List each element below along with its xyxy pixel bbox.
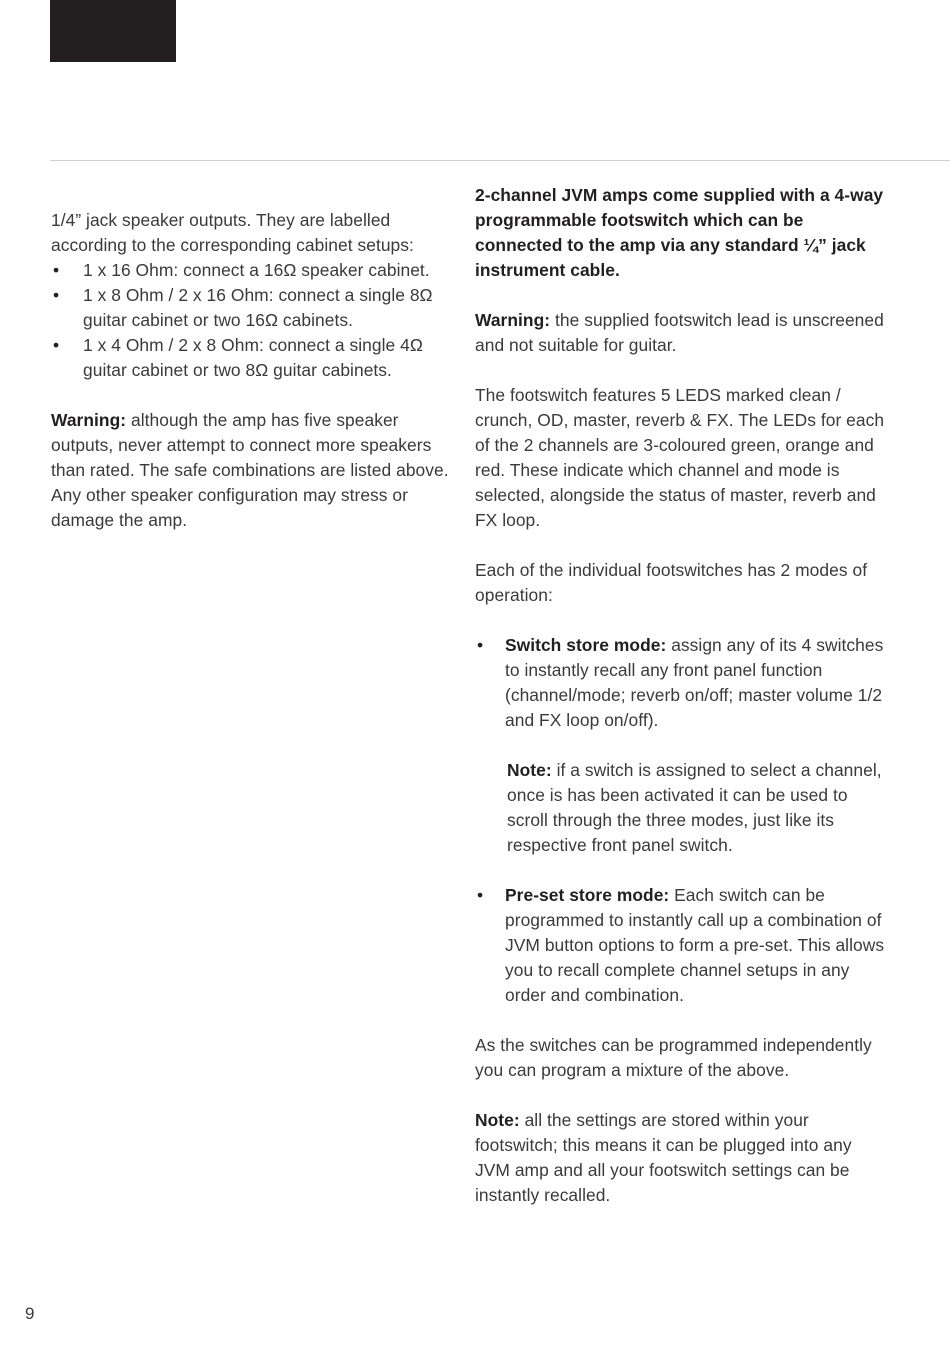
left-column: [51, 208, 461, 533]
warning-text: the supplied footswitch lead is unscreened and not suitable for guitar.: [475, 310, 884, 355]
warning-text: although the amp has five speaker outputs, never attempt to connect more speakers than rated. The safe combinations are listed above. Any other speaker configuration may stress or damage the amp.: [51, 410, 449, 530]
speaker-warning: [51, 408, 461, 533]
mode-label: Pre-set store mode:: [505, 885, 670, 905]
page-number: 9: [25, 1304, 35, 1323]
list-item: • 1 x 8 Ohm / 2 x 16 Ohm: connect a single 8Ω guitar cabinet or two 16Ω cabinets.: [51, 283, 461, 333]
note-label: Note:: [507, 760, 552, 780]
modes-intro: Each of the individual footswitches has 2 modes of operation:: [475, 560, 868, 605]
modes-list: [475, 633, 885, 733]
footswitch-lead-paragraph: 2-channel JVM amps come supplied with a 4-way programmable footswitch which can be connected to the amp via any standard ¼” jack instrument cable.: [475, 185, 884, 280]
mode-text: Each switch can be programmed to instantly call up a combination of JVM button options to form a pre-set. This allows you to recall complete channel setups in any order and combination.: [505, 885, 885, 1005]
list-item: [475, 883, 885, 1008]
speaker-outputs-intro: 1/4” jack speaker outputs. They are labelled according to the corresponding cabinet setups:: [51, 210, 414, 255]
list-item: • 1 x 4 Ohm / 2 x 8 Ohm: connect a single 4Ω guitar cabinet or two 8Ω guitar cabinets.: [51, 333, 461, 383]
header-rule: [50, 160, 950, 161]
mixture-paragraph: As the switches can be programmed independently you can program a mixture of the above.: [475, 1035, 872, 1080]
right-column: [475, 183, 885, 1208]
mode-label: Switch store mode:: [505, 635, 667, 655]
list-item: • 1 x 16 Ohm: connect a 16Ω speaker cabinet.: [51, 258, 461, 283]
modes-list-2: [475, 883, 885, 1008]
cabinet-setup-list: [51, 258, 461, 383]
mode-note: [475, 758, 885, 858]
mode-text: assign any of its 4 switches to instantly recall any front panel function (channel/mode; reverb on/off; master volume 1/2 and FX loop on/off).: [505, 635, 884, 730]
header-tab-block: [50, 0, 176, 62]
leds-paragraph: The footswitch features 5 LEDS marked clean / crunch, OD, master, reverb & FX. The LEDs for each of the 2 channels are 3-coloured green, orange and red. These indicate which channel and mode is selected, alongside the status of master, reverb and FX loop.: [475, 385, 885, 530]
settings-note: [475, 1108, 885, 1208]
warning-label: Warning:: [475, 310, 551, 330]
list-item: [475, 633, 885, 733]
note-label: Note:: [475, 1110, 520, 1130]
note-text: all the settings are stored within your footswitch; this means it can be plugged into any JVM amp and all your footswitch settings can be instantly recalled.: [475, 1110, 852, 1205]
footswitch-warning: [475, 308, 885, 358]
note-text: if a switch is assigned to select a channel, once is has been activated it can be used to scroll through the three modes, just like its respective front panel switch.: [507, 760, 882, 855]
warning-label: Warning:: [51, 410, 127, 430]
